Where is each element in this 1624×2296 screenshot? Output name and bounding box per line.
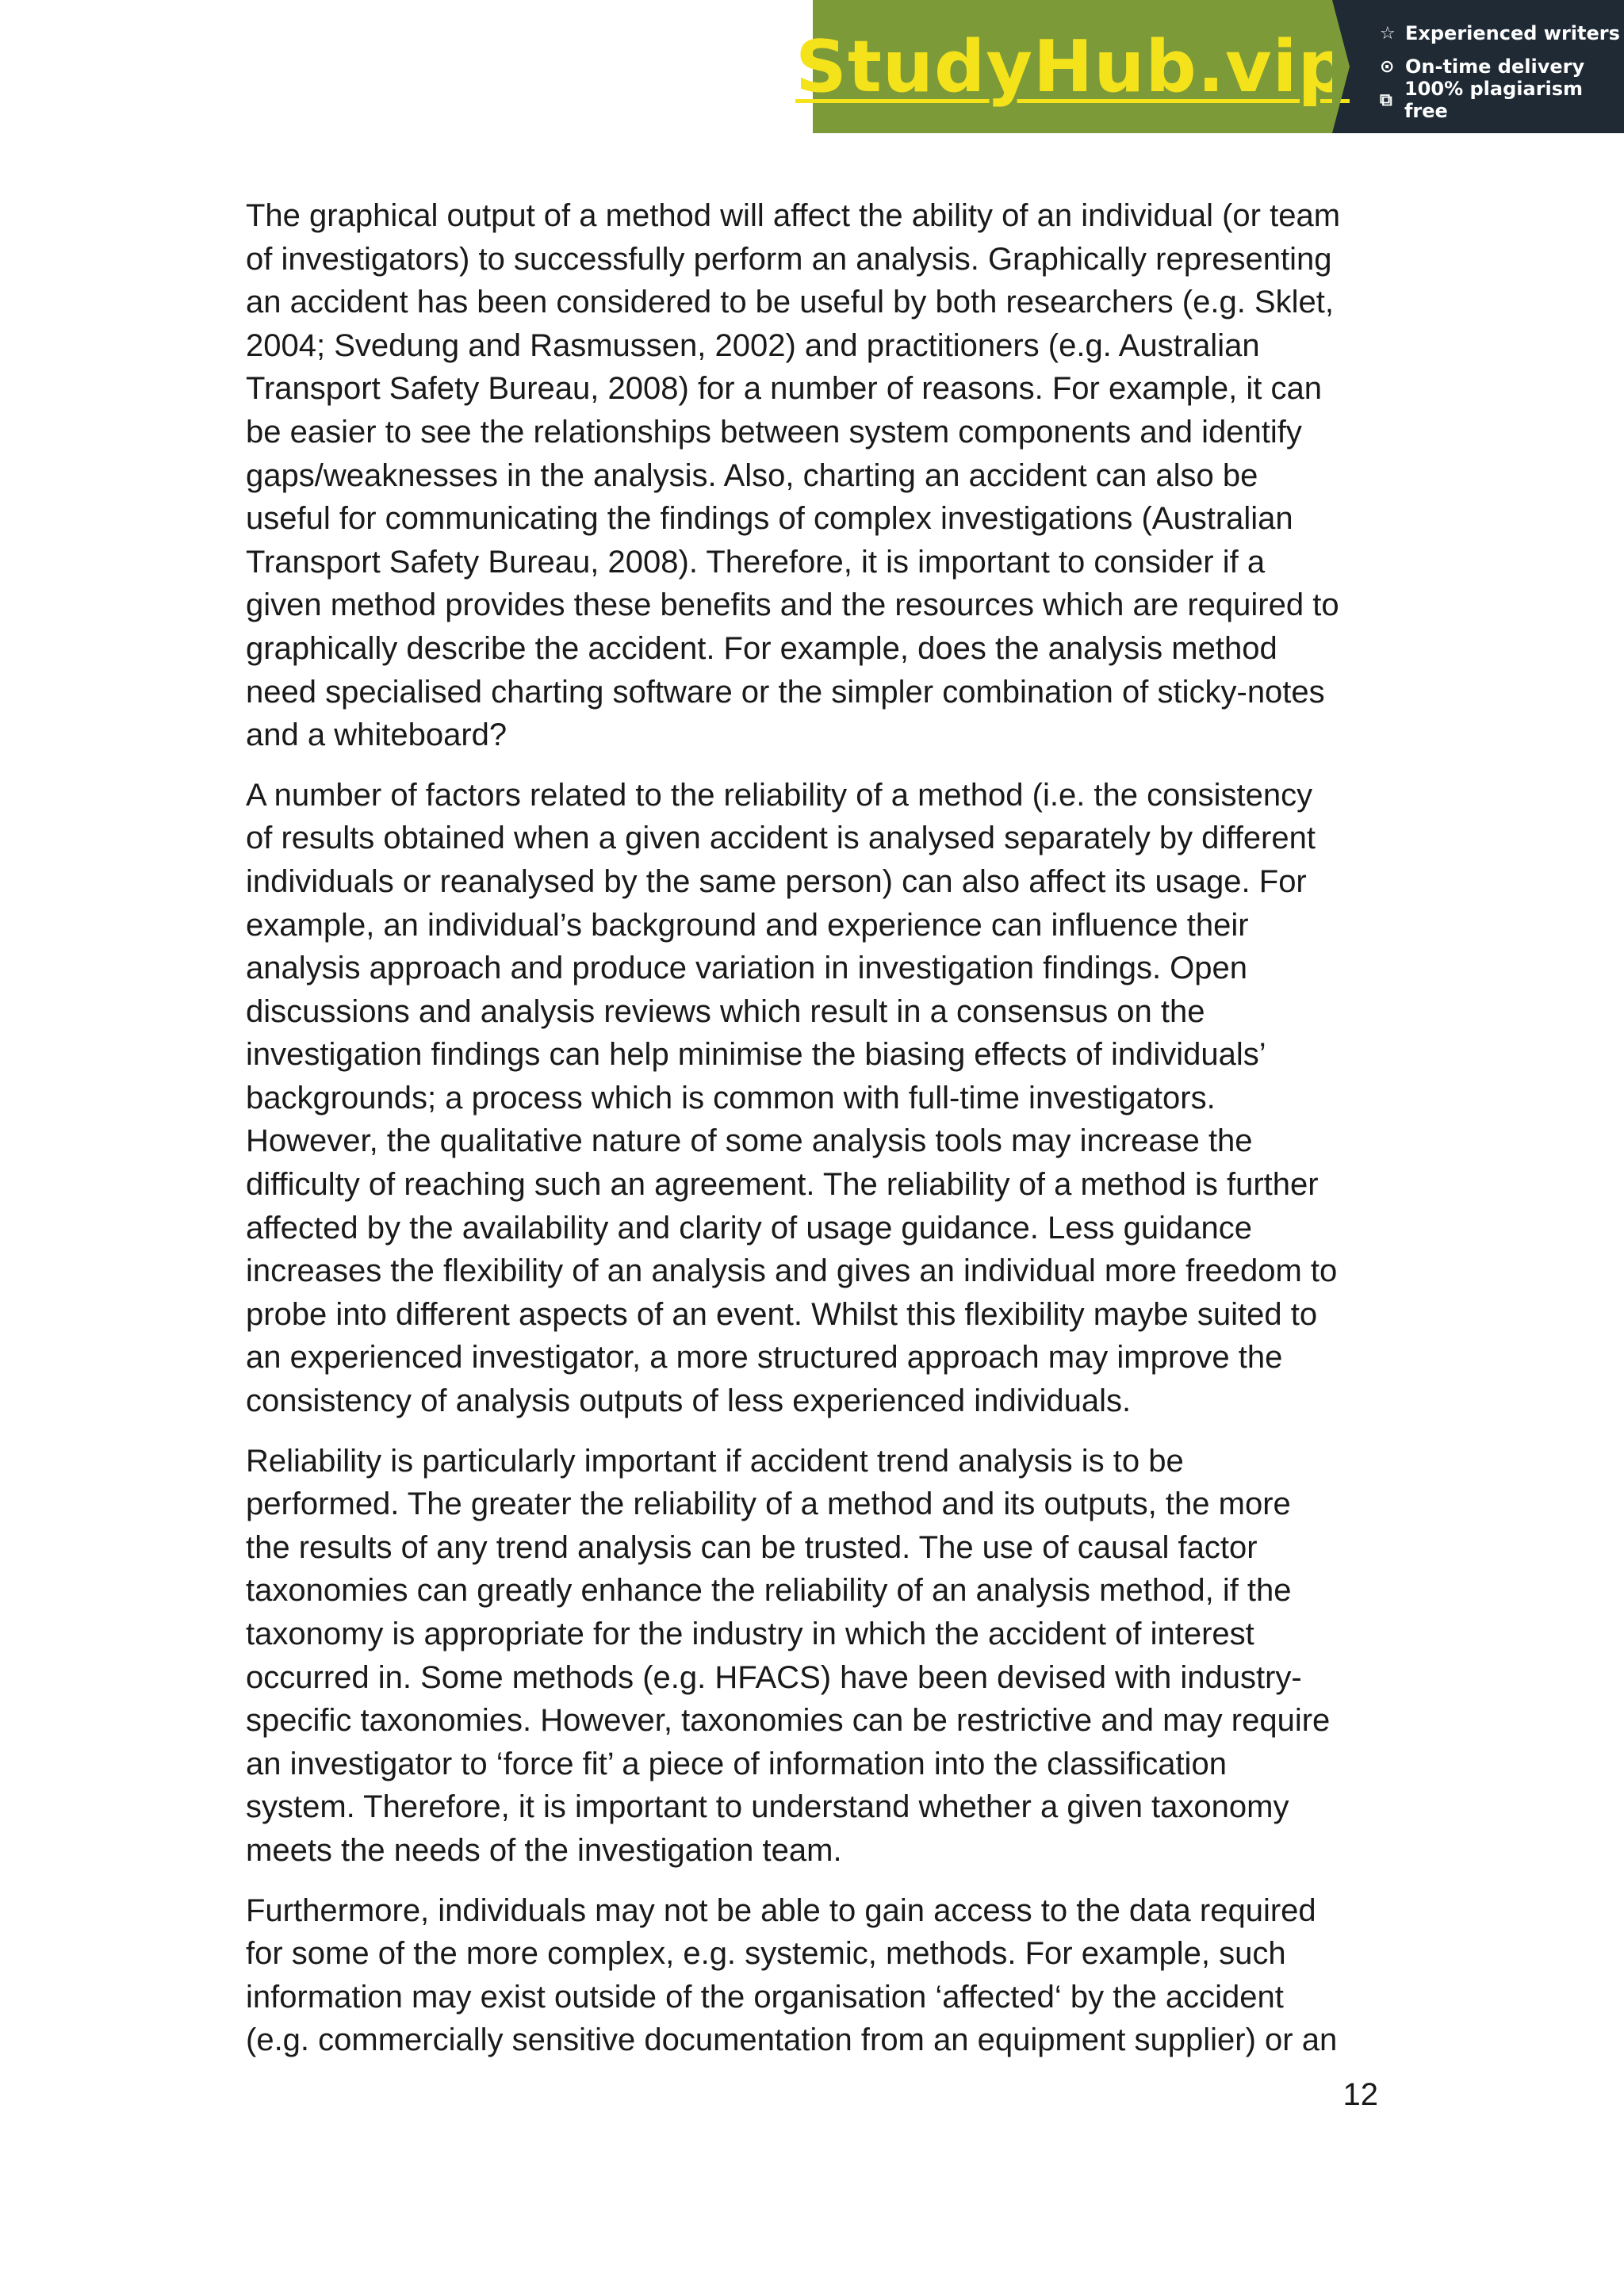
clock-icon: ⊙ <box>1380 56 1395 77</box>
feature-experienced-writers <box>1380 21 1624 46</box>
feature-label: On-time delivery <box>1405 55 1585 78</box>
feature-label: 100% plagiarism free <box>1404 78 1584 122</box>
document-body <box>246 194 1384 2079</box>
copy-icon: ⧉ <box>1380 90 1392 110</box>
paragraph-data-access: Furthermore, individuals may not be able to gain access to the data required for some of the more complex, e.g. systemic, methods. For example, such information may exist outside of the organisation ‘affected‘ by the accident (e.g. commercially sensitive documentation from an equipment supplier) or an <box>246 1892 1338 2058</box>
studyhub-logo[interactable] <box>795 0 1350 133</box>
banner-arrow-decoration <box>1332 0 1350 133</box>
feature-plagiarism-free <box>1380 78 1624 122</box>
paragraph-trend-analysis: Reliability is particularly important if accident trend analysis is to be performed. The greater the reliability of a method and its outputs, the more the results of any trend analysis can be trusted. The use of causal factor taxonomies can greatly enhance the reliability of an analysis method, if the taxonomy is appropriate for the industry in which the accident of interest occurred in. Some methods (e.g. HFACS) have been devised with industry- specific taxonomies. However, taxonomies can be restrictive and may require an investigator to ‘force fit’ a piece of information into the classification system. Therefore, it is important to understand whether a given taxonomy meets the needs of the investigation team. <box>246 1443 1331 1868</box>
star-icon: ☆ <box>1380 23 1396 44</box>
banner-features <box>1332 0 1624 133</box>
paragraph-reliability-factors: A number of factors related to the reliability of a method (i.e. the consistency of results obtained when a given accident is analysed separately by different individuals or reanalysed by the same person) can also affect its usage. For example, an individual’s background and experience can influence their analysis approach and produce variation in investigation findings. Open discussions and analysis reviews which result in a consensus on the investigation findings can help minimise the biasing effects of individuals’ backgrounds; a process which is common with full-time investigators. However, the qualitative nature of some analysis tools may increase the difficulty of reaching such an agreement. The reliability of a method is further affected by the availability and clarity of usage guidance. Less guidance increases the flexibility of an analysis and gives an individual more freedom to probe into different aspects of an event. Whilst this flexibility maybe suited to an experienced investigator, a more structured approach may improve the consistency of analysis outputs of less experienced individuals. <box>246 777 1338 1419</box>
page-number: 12 <box>1342 2077 1378 2112</box>
feature-label: Experienced writers <box>1405 22 1620 44</box>
paragraph-graphical-output: The graphical output of a method will affect the ability of an individual (or team of investigators) to successfully perform an analysis. Graphically representing an accident has been considered to be useful by both researchers (e.g. Sklet, 2004; Svedung and Rasmussen, 2002) and practitioners (e.g. Australian Transport Safety Bureau, 2008) for a number of reasons. For example, it can be easier to see the relationships between system components and identify gaps/weaknesses in the analysis. Also, charting an accident can also be useful for communicating the findings of complex investigations (Australian Transport Safety Bureau, 2008). Therefore, it is important to consider if a given method provides these benefits and the resources which are required to graphically describe the accident. For example, does the analysis method need specialised charting software or the simpler combination of sticky-notes and a whiteboard? <box>246 198 1341 753</box>
studyhub-banner[interactable] <box>795 0 1624 133</box>
logo-text: StudyHub.vip <box>795 25 1350 109</box>
feature-on-time-delivery <box>1380 54 1624 79</box>
